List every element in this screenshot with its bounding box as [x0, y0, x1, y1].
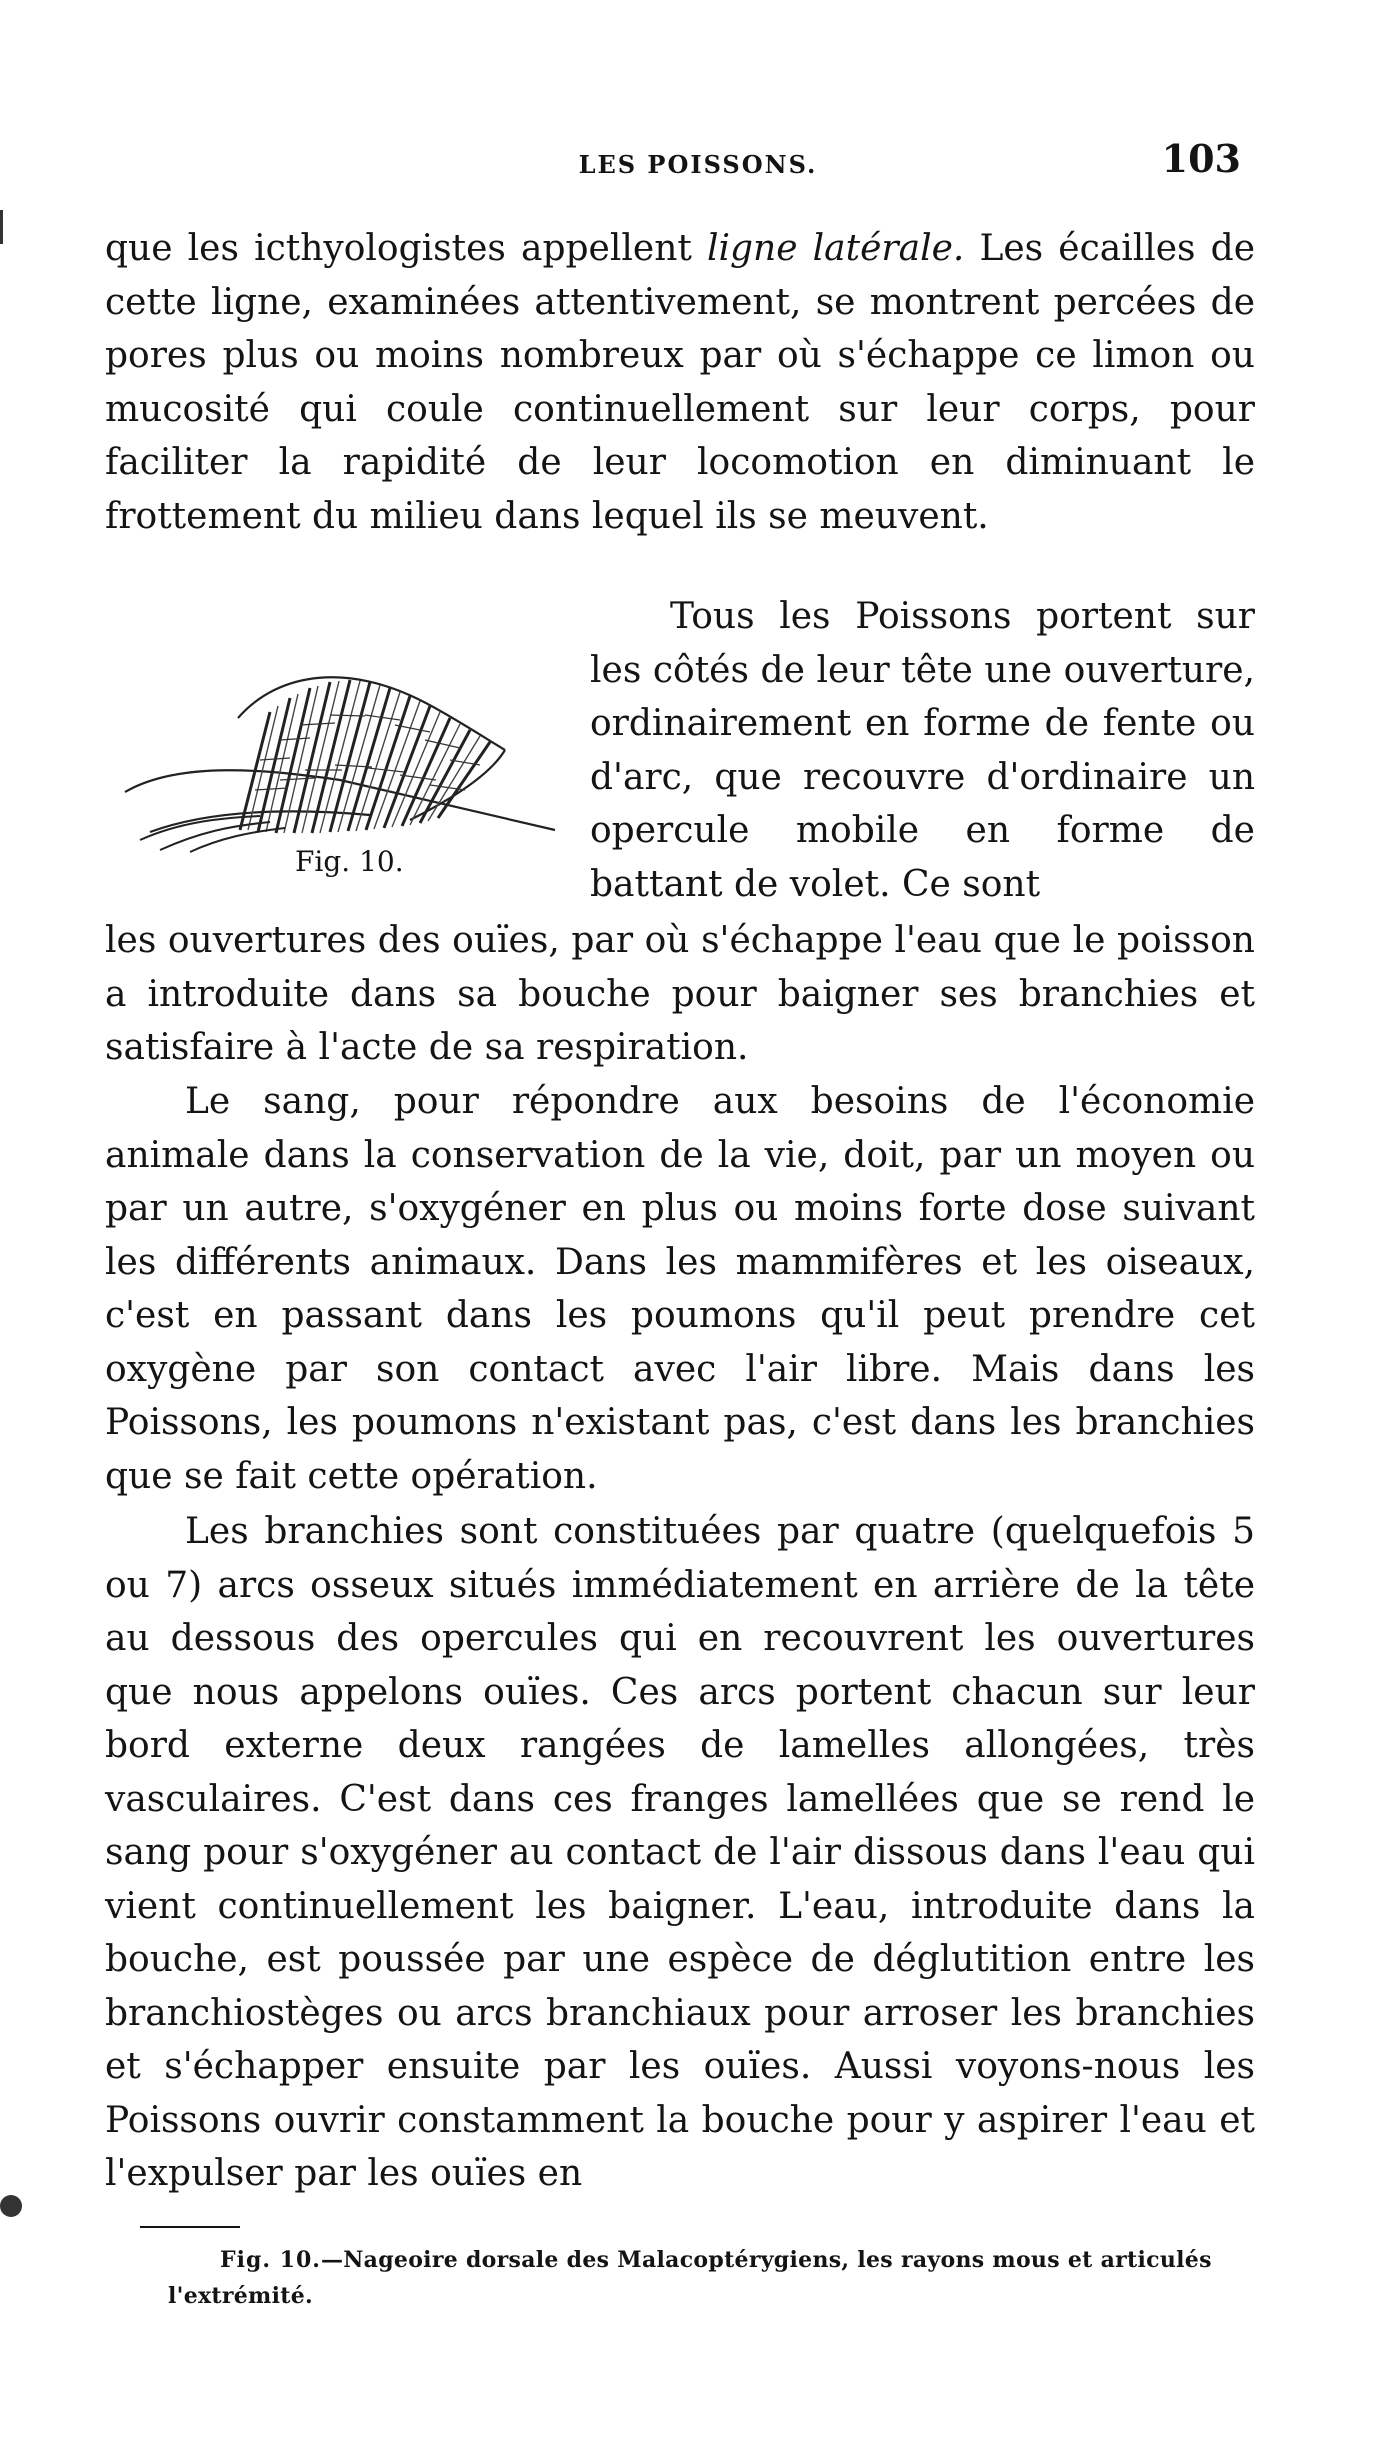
paragraph-3: Le sang, pour répondre aux besoins de l'économie animale dans la conservation de la vie, doit, par un moyen ou par un autre, s'oxygéner en plus ou moins forte dose suivant les différents animaux. Dans les mammifères et les oiseaux, c'est en passant dans les poumons qu'il peut prendre cet oxygène par son contact avec l'air libre. Mais dans les Poissons, les poumons n'existant pas, c'est dans les branchies que se fait cette opération. — [105, 1081, 1255, 1497]
margin-mark-bottom — [0, 2195, 22, 2217]
paragraph-1-before: que les icthyologistes appellent — [105, 228, 707, 269]
figure-label: Fig. 10. — [295, 845, 404, 878]
running-title: LES POISSONS. — [578, 150, 818, 179]
page-number: 103 — [1161, 136, 1241, 181]
footnote-lead: Fig. 10. — [220, 2247, 321, 2273]
footnote-text: —Nageoire dorsale des Malacoptérygiens, les rayons mous et articulés l'extrémité. — [168, 2247, 1212, 2309]
margin-mark — [0, 210, 3, 244]
paragraph-2-continued: les ouvertures des ouïes, par où s'échappe l'eau que le poisson a introduite dans sa bouche pour baigner ses branchies et satisfaire à l'acte de sa respiration. — [105, 920, 1255, 1068]
paragraph-1-italic: ligne latérale. — [706, 228, 965, 269]
footnote-rule — [140, 2226, 240, 2228]
footnote — [168, 2242, 1293, 2314]
paragraph-4: Les branchies sont constituées par quatre (quelquefois 5 ou 7) arcs osseux situés immédiatement en arrière de la tête au dessous des opercules qui en recouvrent les ouvertures que nous appelons ouïes. Ces arcs portent chacun sur leur bord externe deux rangées de lamelles allongées, très vasculaires. C'est dans ces franges lamellées que se rend le sang pour s'oxygéner au contact de l'air dissous dans l'eau qui vient continuellement les baigner. L'eau, introduite dans la bouche, est poussée par une espèce de déglutition entre les branchiostèges ou arcs branchiaux pour arroser les branchies et s'échapper ensuite par les ouïes. Aussi voyons-nous les Poissons ouvrir constamment la bouche pour y aspirer l'eau et l'expulser par les ouïes en — [105, 1511, 1255, 2194]
paragraph-2-right: Tous les Poissons portent sur les côtés de leur tête une ouverture, ordinairement en forme de fente ou d'arc, que recouvre d'ordinaire un opercule mobile en forme de battant de volet. Ce sont — [590, 596, 1255, 905]
paragraph-1 — [105, 222, 1255, 543]
paragraph-1-after: Les écailles de cette ligne, examinées attentivement, se montrent percées de pores plus ou moins nombreux par où s'échappe ce limon ou mucosité qui coule continuellement sur leur corps, pour faciliter la rapidité de leur locomotion en diminuant le frottement du milieu dans lequel ils se meuvent. — [105, 228, 1255, 537]
